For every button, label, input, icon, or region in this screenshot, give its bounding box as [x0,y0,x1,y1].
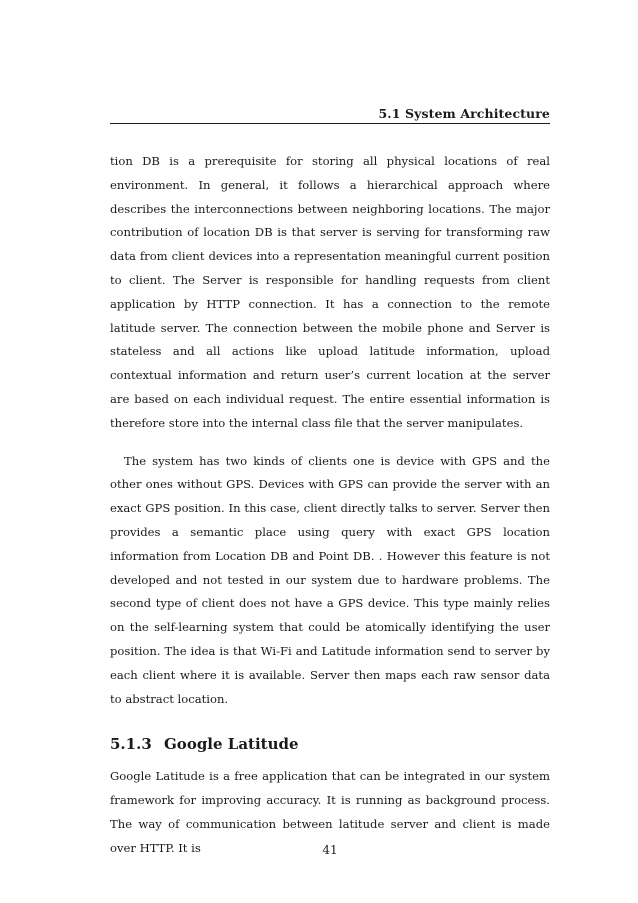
running-header: 5.1 System Architecture [378,106,550,121]
section-heading [110,733,550,755]
section-title: Google Latitude [164,735,299,754]
paragraph-location-db: tion DB is a prerequisite for storing all physical locations of real environment. In general, it follows a hierarchical approach where describes the interconnections between neighboring locations. The major contribution of location DB is that server is serving for transforming raw data from client devices into a representation meaningful current position to client. The Server is responsible for handling requests from client application by HTTP connection. It has a connection to the remote latitude server. The connection between the mobile phone and Server is stateless and all actions like upload latitude information, upload contextual information and return user’s current location at the server are based on each individual request. The entire essential information is therefore store into the internal class file that the server manipulates. [110,154,550,430]
header-rule [110,123,550,124]
section-number: 5.1.3 [110,735,152,754]
paragraph-client-types: The system has two kinds of clients one is device with GPS and the other ones without GPS. Devices with GPS can provide the server with an exact GPS position. In this case, client directly talks to server. Server then provides a semantic place using query with exact GPS location information from Location DB and Point DB. . However this feature is not developed and not tested in our system due to hardware problems. The second type of client does not have a GPS device. This type mainly relies on the self-learning system that could be atomically identifying the user position. The idea is that Wi-Fi and Latitude information send to server by each client where it is available. Server then maps each raw sensor data to abstract location. [110,453,550,706]
page-number: 41 [322,843,338,857]
page-body [110,150,550,861]
paragraph-google-latitude: Google Latitude is a free application that can be integrated in our system framework for improving accuracy. It is running as background process. The way of communication between latitude server and client is made over HTTP. It is [110,769,550,855]
